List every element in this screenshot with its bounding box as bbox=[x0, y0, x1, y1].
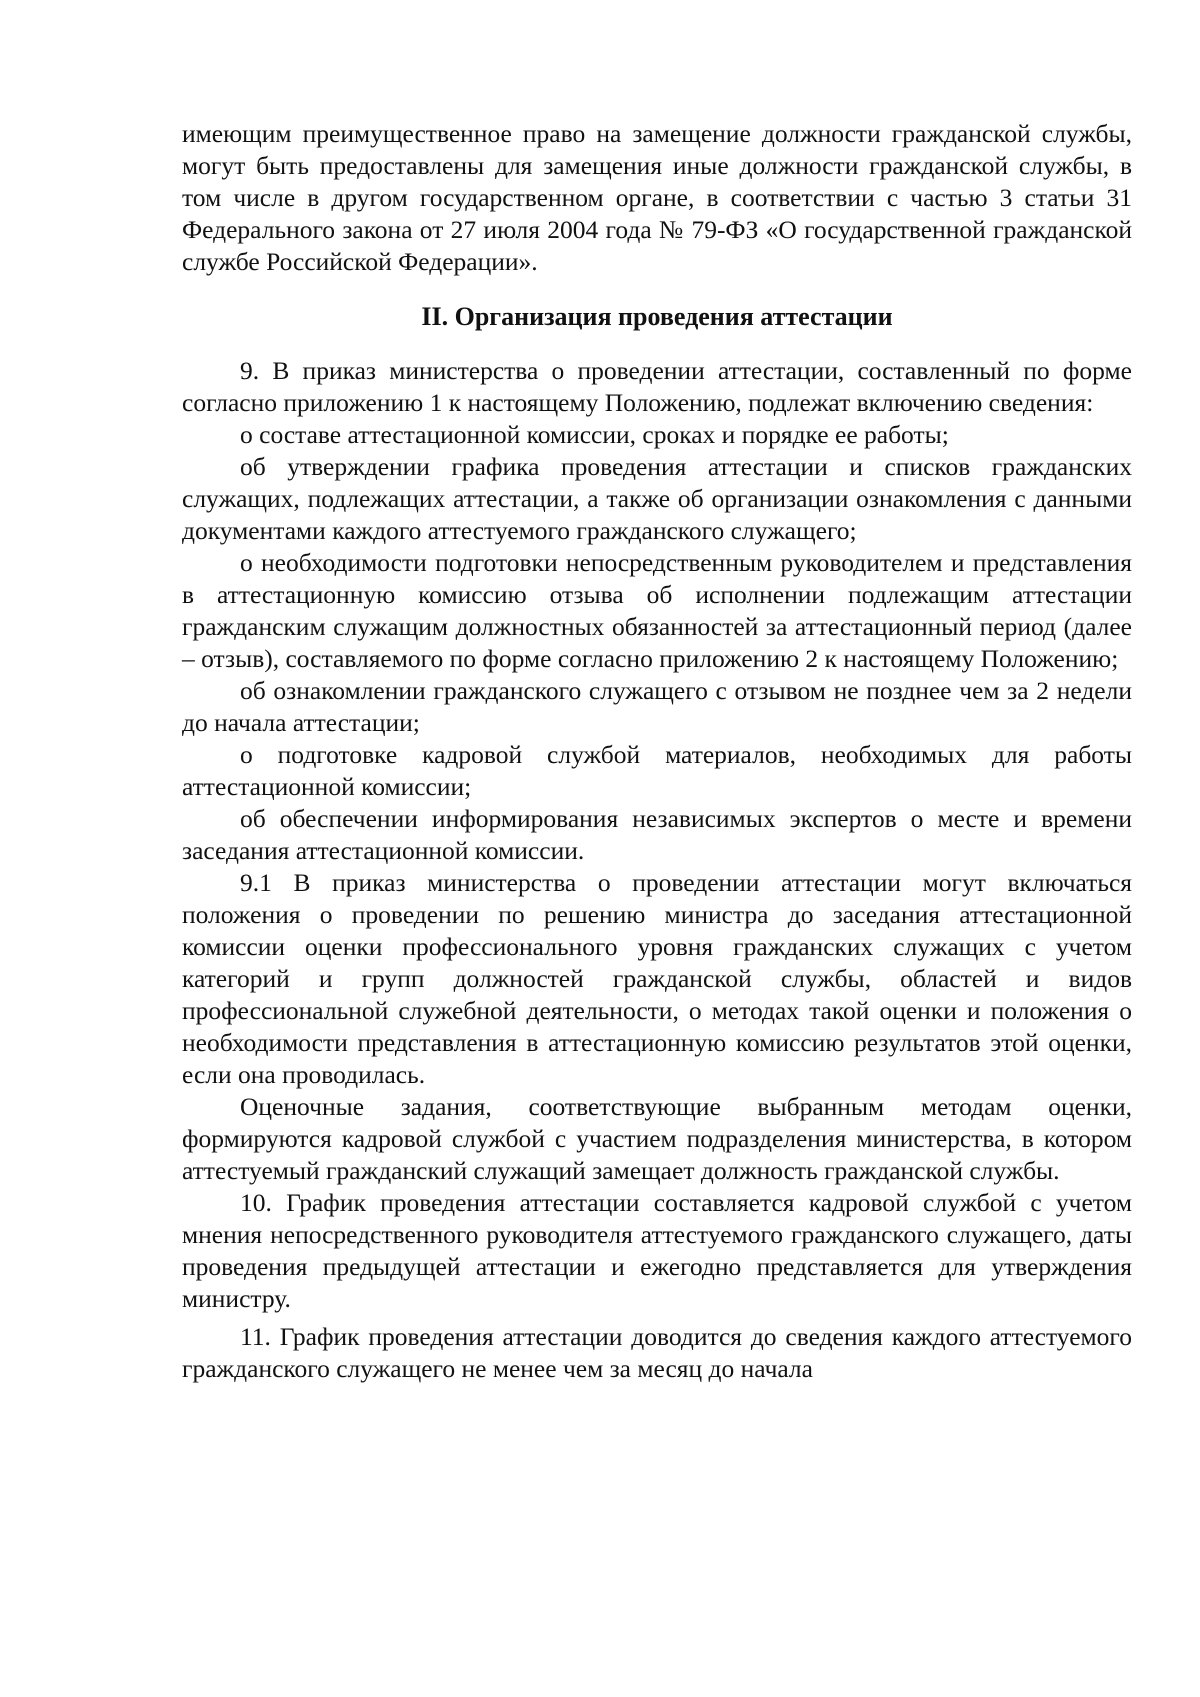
paragraph-9-item-experts: об обеспечении информирования независимых экспертов о месте и времени заседания аттестационной комиссии. bbox=[182, 804, 1132, 865]
paragraph-10: 10. График проведения аттестации составляется кадровой службой с учетом мнения непосредственного руководителя аттестуемого гражданского служащего, даты проведения предыдущей аттестации и ежегодно представляется для утверждения министру. bbox=[182, 1188, 1132, 1313]
paragraph-9-item-commission: о составе аттестационной комиссии, сроках и порядке ее работы; bbox=[240, 420, 949, 449]
document-page bbox=[182, 118, 1132, 1385]
paragraph-9: 9. В приказ министерства о проведении аттестации, составленный по форме согласно приложению 1 к настоящему Положению, подлежат включению сведения: bbox=[182, 356, 1132, 417]
paragraph-9-1: 9.1 В приказ министерства о проведении аттестации могут включаться положения о проведении по решению министра до заседания аттестационной комиссии оценки профессионального уровня гражданских служащих с учетом категорий и групп должностей гражданской службы, областей и видов профессиональной служебной деятельности, о методах такой оценки и положения о необходимости представления в аттестационную комиссию результатов этой оценки, если она проводилась. bbox=[182, 868, 1132, 1089]
paragraph-9-item-review: о необходимости подготовки непосредственным руководителем и представления в аттестационную комиссию отзыва об исполнении подлежащим аттестации гражданским служащим должностных обязанностей за аттестационный период (далее – отзыв), составляемого по форме согласно приложению 2 к настоящему Положению; bbox=[182, 548, 1132, 673]
section-heading: II. Организация проведения аттестации bbox=[421, 302, 893, 331]
paragraph-continuation: имеющим преимущественное право на замещение должности гражданской службы, могут быть предоставлены для замещения иные должности гражданской службы, в том числе в другом государственном органе, в соответствии с частью 3 статьи 31 Федерального закона от 27 июля 2004 года № 79-ФЗ «О государственной гражданской службе Российской Федерации». bbox=[182, 119, 1132, 276]
paragraph-9-item-materials: о подготовке кадровой службой материалов, необходимых для работы аттестационной комиссии; bbox=[182, 740, 1132, 801]
paragraph-9-item-schedule: об утверждении графика проведения аттестации и списков гражданских служащих, подлежащих аттестации, а также об организации ознакомления с данными документами каждого аттестуемого гражданского служащего; bbox=[182, 452, 1132, 545]
paragraph-9-item-acquaintance: об ознакомлении гражданского служащего с отзывом не позднее чем за 2 недели до начала аттестации; bbox=[182, 676, 1132, 737]
paragraph-11: 11. График проведения аттестации доводится до сведения каждого аттестуемого гражданского служащего не менее чем за месяц до начала bbox=[182, 1322, 1132, 1383]
paragraph-assessment-tasks: Оценочные задания, соответствующие выбранным методам оценки, формируются кадровой службой с участием подразделения министерства, в котором аттестуемый гражданский служащий замещает должность гражданской службы. bbox=[182, 1092, 1132, 1185]
